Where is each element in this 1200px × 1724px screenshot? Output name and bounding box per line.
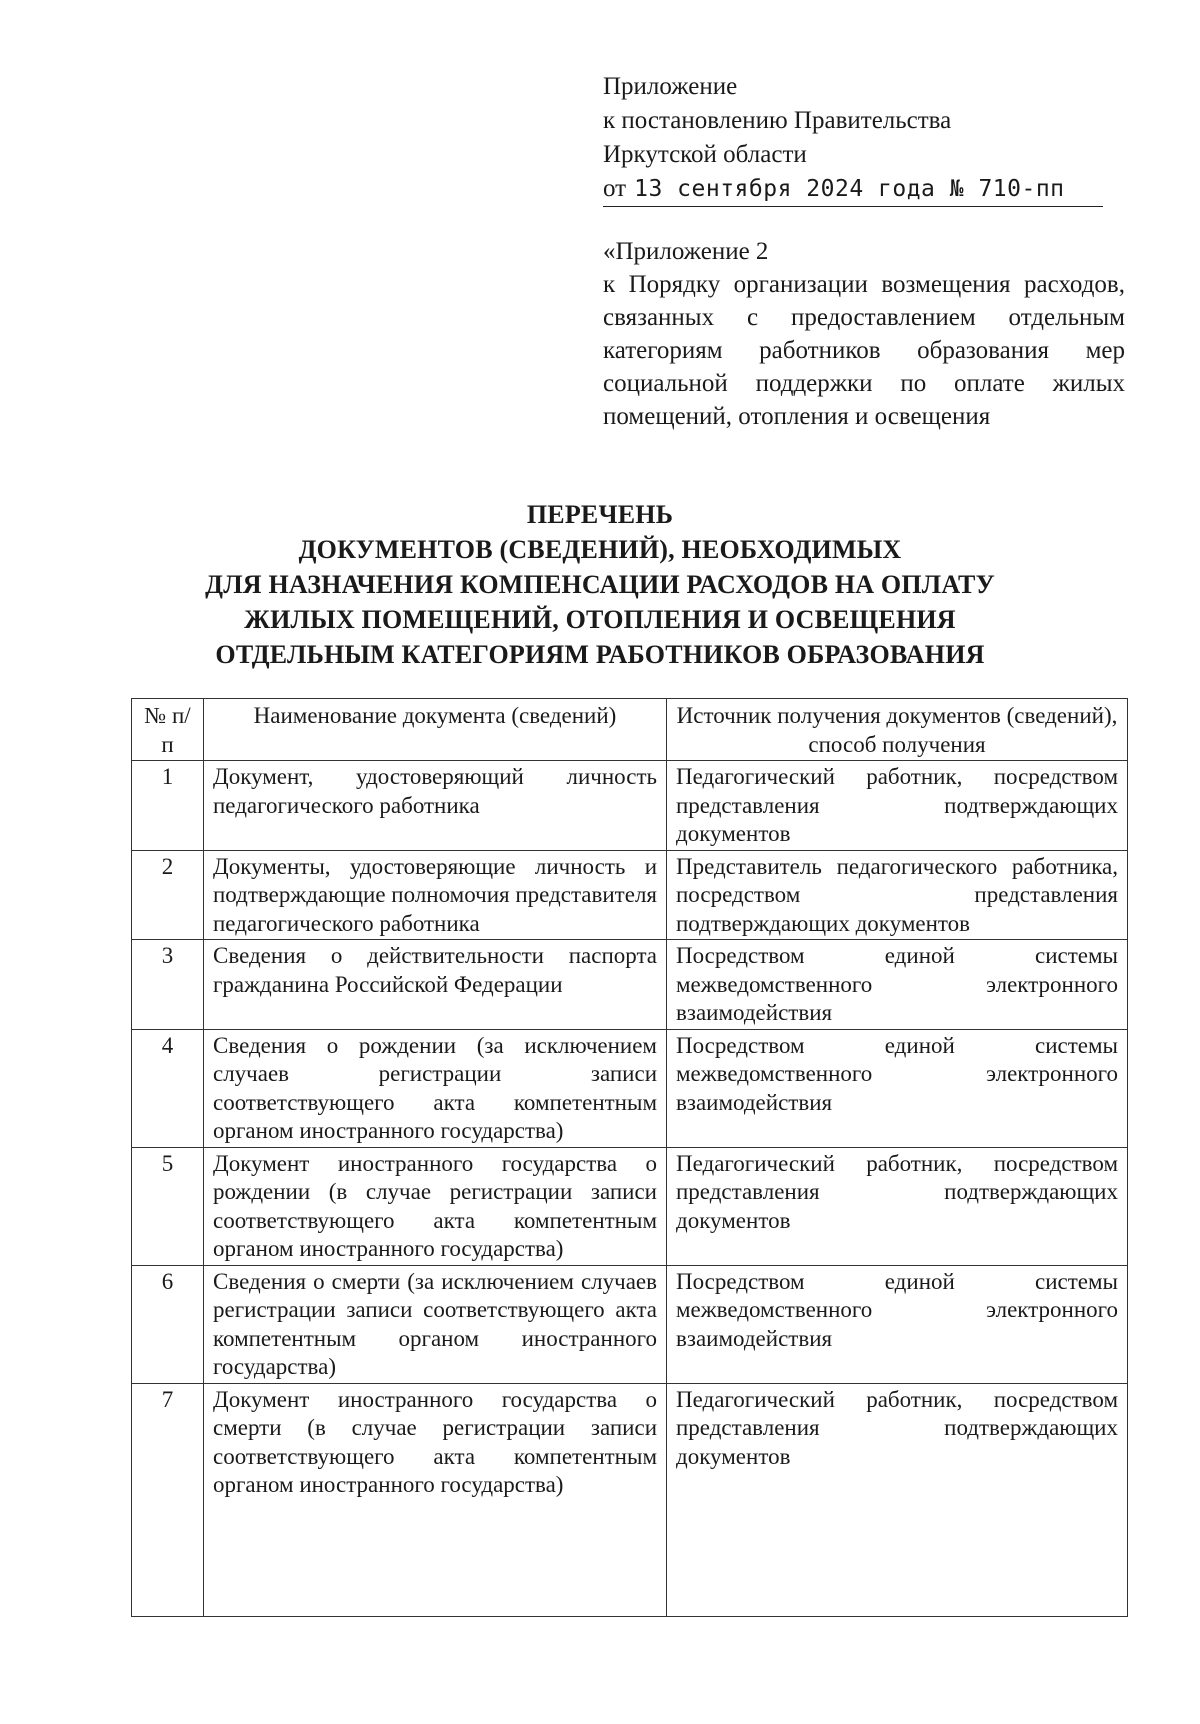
header-source: Источник получения документов (сведений), способ получения	[667, 699, 1128, 761]
title-line-3: ДЛЯ НАЗНАЧЕНИЯ КОМПЕНСАЦИИ РАСХОДОВ НА ОПЛАТУ	[205, 570, 995, 599]
title-line-1: ПЕРЕЧЕНЬ	[526, 500, 674, 529]
row-name: Документ иностранного государства о смерти (в случае регистрации записи соответствующего акта компетентным органом иностранного государства)	[204, 1383, 667, 1616]
approval-date-value: 13 сентября 2024 года № 710-пп	[634, 176, 1065, 202]
row-name: Сведения о рождении (за исключением случаев регистрации записи соответствующего акта компетентным органом иностранного государства)	[204, 1029, 667, 1147]
appendix-body: к Порядку организации возмещения расходов, связанных с предоставлением отдельным категориям работников образования мер социальной поддержки по оплате жилых помещений, отопления и освещения	[603, 271, 1125, 430]
header-num: № п/п	[132, 699, 204, 761]
row-name: Документ, удостоверяющий личность педагогического работника	[204, 761, 667, 851]
table-row	[132, 1383, 1128, 1616]
approval-date-line	[603, 172, 1103, 207]
table-row	[132, 940, 1128, 1030]
row-name: Документы, удостоверяющие личность и подтверждающие полномочия представителя педагогического работника	[204, 850, 667, 940]
table-row	[132, 1265, 1128, 1383]
table-header-row	[132, 699, 1128, 761]
row-num: 2	[132, 850, 204, 940]
appendix-heading: «Приложение 2	[603, 238, 769, 265]
approval-date-prefix: от	[603, 175, 627, 202]
row-name: Сведения о действительности паспорта гражданина Российской Федерации	[204, 940, 667, 1030]
row-source: Педагогический работник, посредством представления подтверждающих документов	[667, 1383, 1128, 1616]
row-name: Документ иностранного государства о рождении (в случае регистрации записи соответствующего акта компетентным органом иностранного государства)	[204, 1147, 667, 1265]
row-source: Посредством единой системы межведомственного электронного взаимодействия	[667, 940, 1128, 1030]
table-row	[132, 1147, 1128, 1265]
title-line-5: ОТДЕЛЬНЫМ КАТЕГОРИЯМ РАБОТНИКОВ ОБРАЗОВАНИЯ	[215, 640, 985, 669]
documents-table	[131, 698, 1128, 1617]
table-row	[132, 850, 1128, 940]
approval-line-1: Приложение	[603, 73, 738, 100]
table-row	[132, 761, 1128, 851]
row-num: 3	[132, 940, 204, 1030]
approval-line-3: Иркутской области	[603, 141, 807, 168]
table-row	[132, 1029, 1128, 1147]
row-num: 6	[132, 1265, 204, 1383]
approval-block	[603, 70, 1123, 207]
title-line-4: ЖИЛЫХ ПОМЕЩЕНИЙ, ОТОПЛЕНИЯ И ОСВЕЩЕНИЯ	[244, 605, 956, 634]
row-source: Педагогический работник, посредством представления подтверждающих документов	[667, 1147, 1128, 1265]
row-num: 1	[132, 761, 204, 851]
title-line-2: ДОКУМЕНТОВ (СВЕДЕНИЙ), НЕОБХОДИМЫХ	[298, 535, 902, 564]
row-source: Представитель педагогического работника, посредством представления подтверждающих документов	[667, 850, 1128, 940]
row-num: 5	[132, 1147, 204, 1265]
approval-line-2: к постановлению Правительства	[603, 107, 952, 134]
row-source: Педагогический работник, посредством представления подтверждающих документов	[667, 761, 1128, 851]
row-source: Посредством единой системы межведомственного электронного взаимодействия	[667, 1265, 1128, 1383]
row-num: 4	[132, 1029, 204, 1147]
appendix-block	[603, 235, 1125, 433]
header-name: Наименование документа (сведений)	[204, 699, 667, 761]
row-num: 7	[132, 1383, 204, 1616]
document-title	[150, 497, 1050, 672]
row-name: Сведения о смерти (за исключением случаев регистрации записи соответствующего акта компетентным органом иностранного государства)	[204, 1265, 667, 1383]
row-source: Посредством единой системы межведомственного электронного взаимодействия	[667, 1029, 1128, 1147]
